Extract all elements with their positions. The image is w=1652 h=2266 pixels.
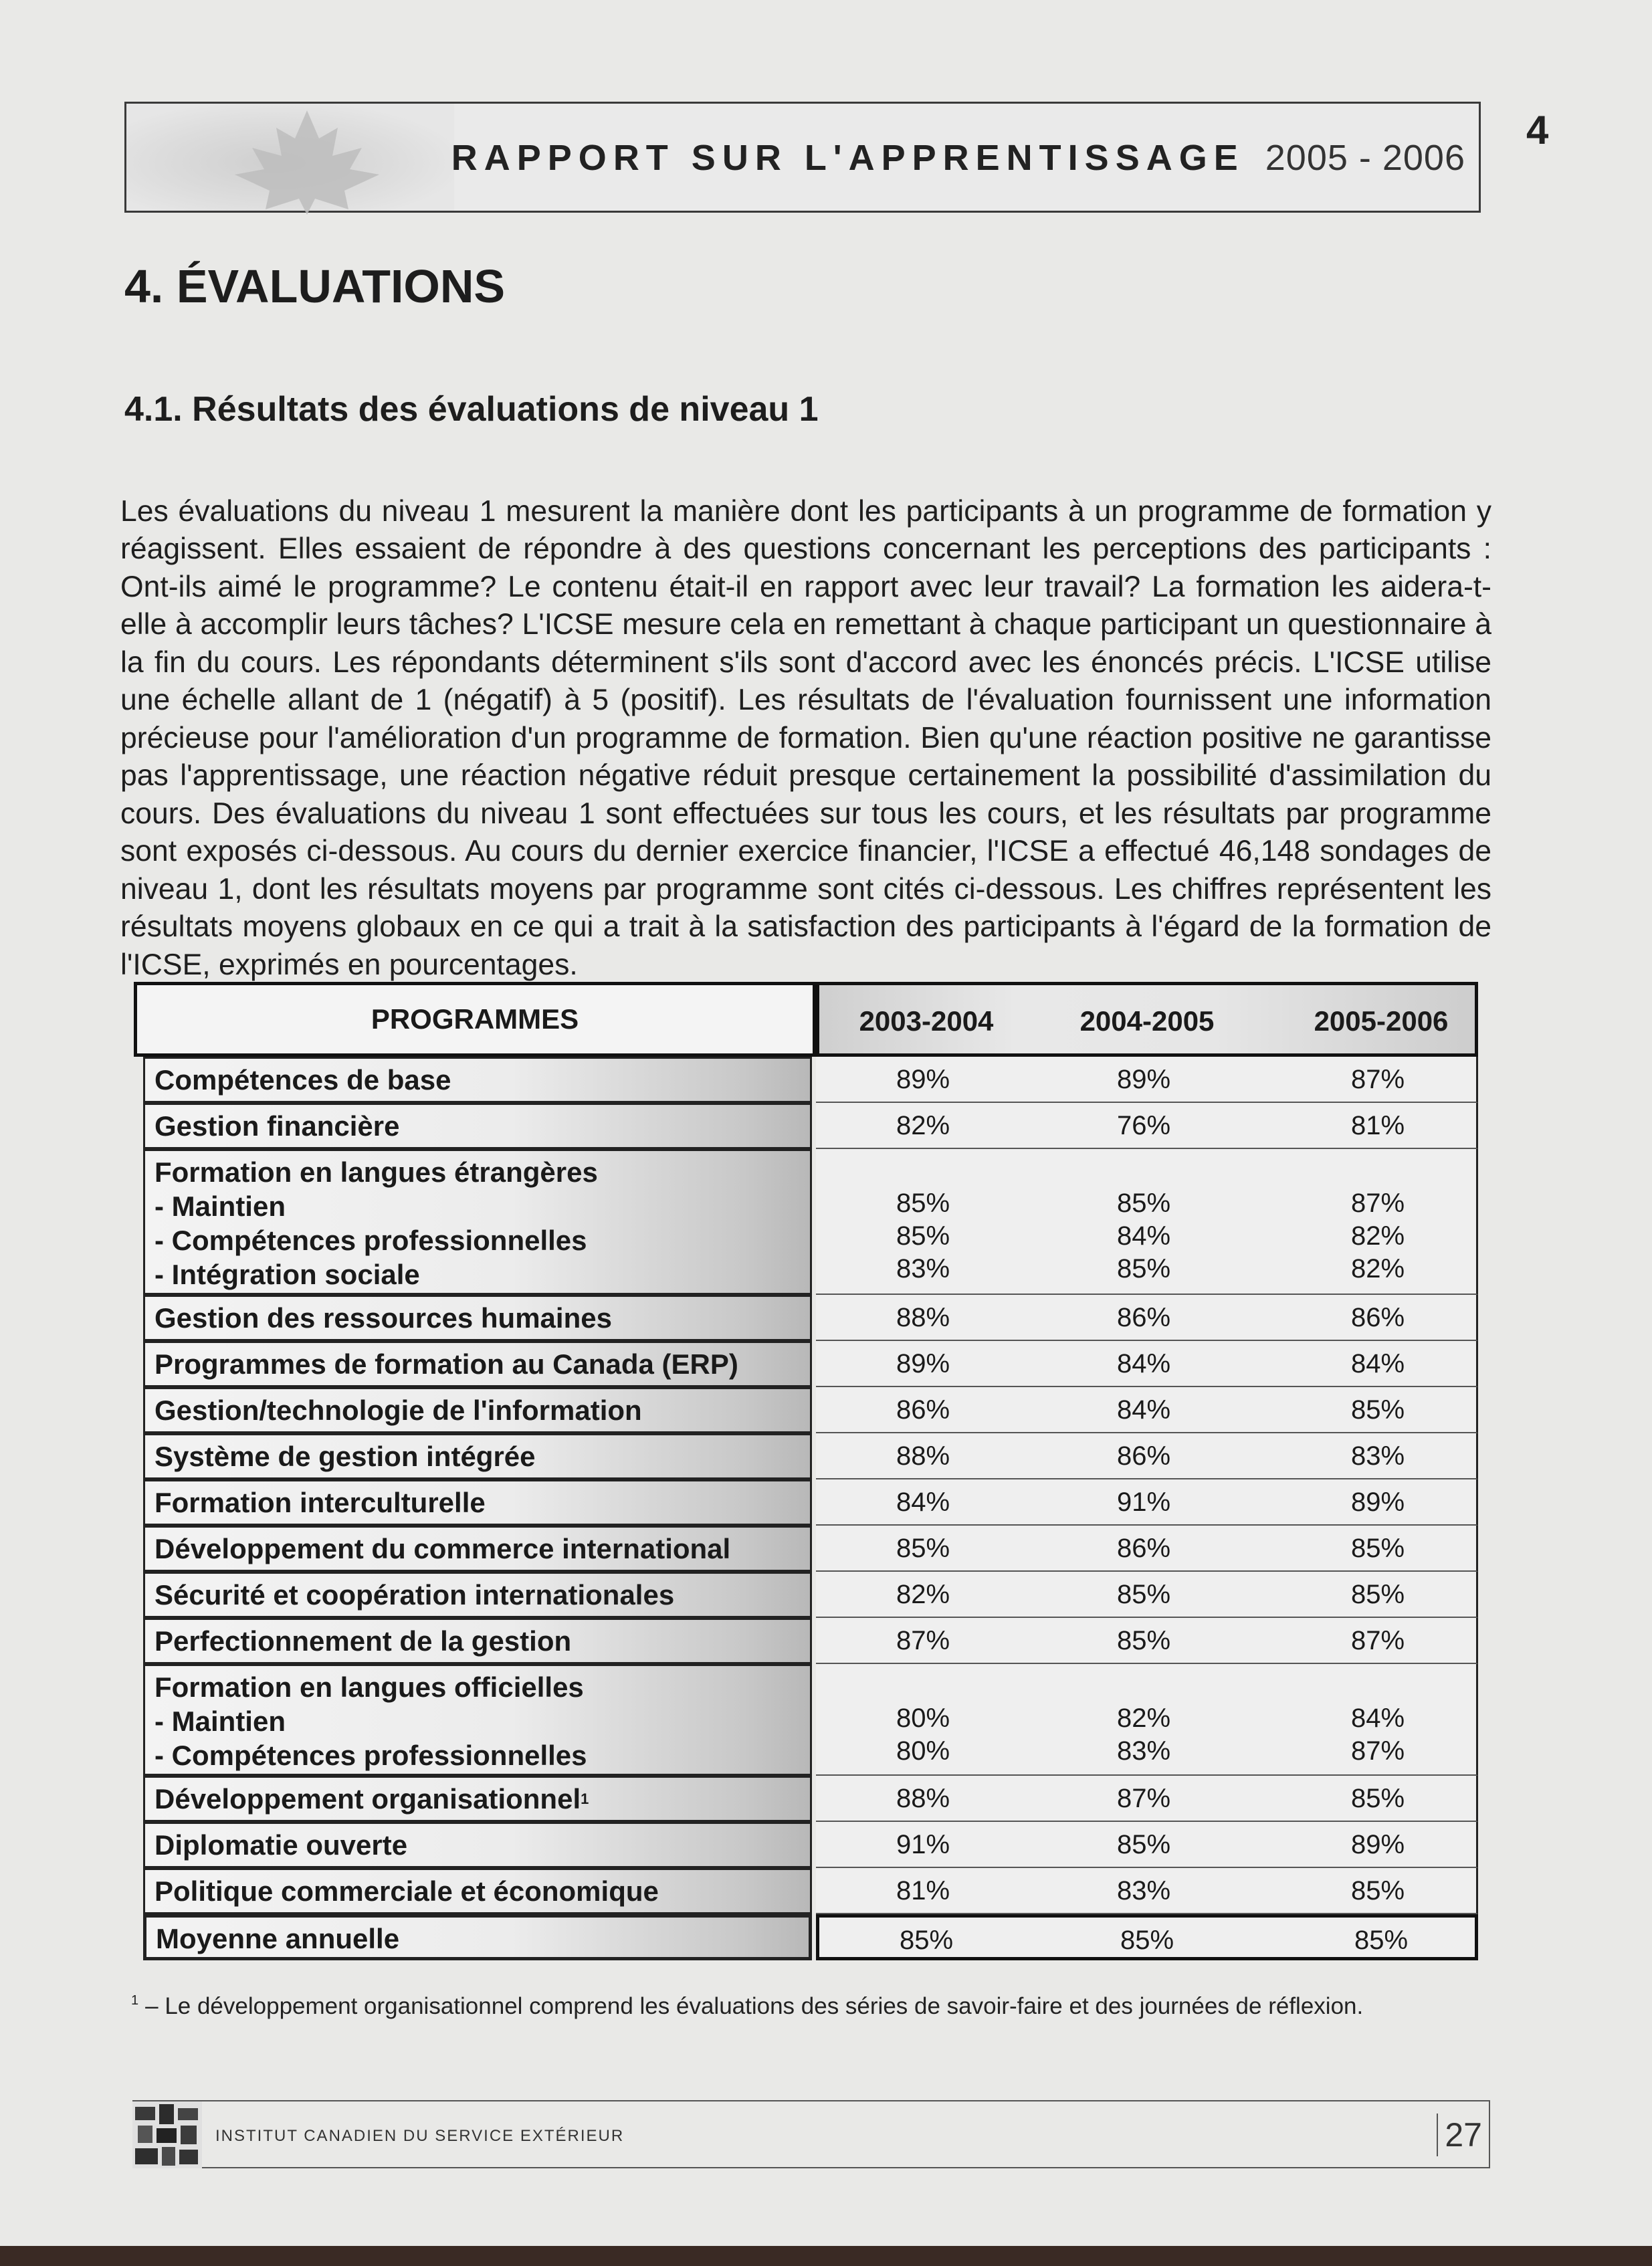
table-row [134,1776,1478,1822]
chapter-number: 4 [1526,108,1549,152]
percentage-value: 87% [896,1626,950,1655]
table-row [134,1295,1478,1341]
value-column-3 [1271,1486,1485,1519]
percentage-value: 83% [896,1254,950,1283]
programme-name: Perfectionnement de la gestion [154,1625,572,1657]
value-column-1 [816,1187,1030,1285]
programme-name: Sécurité et coopération internationales [154,1579,675,1611]
percentage-value: 81% [1350,1111,1405,1140]
percentage-value: 85% [1116,1626,1171,1655]
values-cell [816,1387,1478,1433]
programme-cell [143,1479,812,1526]
value-column-2 [1037,1578,1251,1611]
values-cell [816,1664,1478,1776]
value-column-2 [1037,1348,1251,1380]
value-column-1 [816,1782,1030,1815]
table-row [134,1479,1478,1526]
programme-name: Gestion/technologie de l'information [154,1395,642,1426]
value-column-2 [1037,1302,1251,1334]
percentage-value: 80% [896,1704,950,1733]
programme-subitem: - Intégration sociale [154,1259,420,1290]
programme-cell [143,1868,812,1914]
percentage-value: 87% [1350,1065,1405,1094]
footnote [131,1993,1363,2020]
percentage-value: 85% [1116,1830,1171,1859]
programme-name: Politique commerciale et économique [154,1875,659,1907]
value-column-1 [816,1063,1030,1096]
report-header-banner [124,102,1481,213]
table-header-years [816,982,1478,1057]
percentage-value: 87% [1116,1784,1171,1813]
percentage-value: 88% [896,1441,950,1471]
subsection-title: 4.1. Résultats des évaluations de niveau 1 [124,390,819,429]
programme-subitem: - Maintien [154,1706,286,1737]
percentage-value: 85% [896,1189,950,1218]
percentage-value: 85% [1116,1580,1171,1609]
percentage-value: 85% [1116,1189,1171,1218]
value-column-1 [816,1394,1030,1427]
value-column-3 [1271,1110,1485,1142]
value-column-2 [1037,1394,1251,1427]
programme-cell [143,1149,812,1295]
table-header-programmes: PROGRAMMES [134,982,816,1057]
value-column-3 [1271,1348,1485,1380]
programme-cell [143,1526,812,1572]
values-cell [816,1526,1478,1572]
table-row [134,1341,1478,1387]
table-row [134,1433,1478,1479]
institution-name: INSTITUT CANADIEN DU SERVICE EXTÉRIEUR [215,2127,625,2145]
value-column-1 [816,1110,1030,1142]
percentage-value: 86% [1116,1441,1171,1471]
programme-name: Système de gestion intégrée [154,1441,536,1472]
value-column-2 [1037,1829,1251,1861]
programme-name: Développement organisationnel [154,1783,581,1815]
values-cell [816,1618,1478,1664]
percentage-value: 82% [1350,1254,1405,1283]
programme-cell [143,1295,812,1341]
programme-name: Gestion financière [154,1110,400,1142]
value-column-3 [1271,1063,1485,1096]
values-cell [816,1295,1478,1341]
values-cell [816,1479,1478,1526]
table-row [134,1914,1478,1960]
percentage-value: 82% [896,1580,950,1609]
percentage-value: 87% [1350,1626,1405,1655]
programme-name: Développement du commerce international [154,1533,731,1564]
programme-name: Moyenne annuelle [156,1923,400,1954]
value-column-3 [1271,1578,1485,1611]
maple-leaf-graphic [126,104,454,211]
percentage-value: 86% [1116,1534,1171,1563]
value-column-3 [1271,1440,1485,1473]
icse-logo-icon [132,2101,202,2168]
value-column-2 [1037,1782,1251,1815]
value-column-1 [816,1875,1030,1908]
value-column-1 [816,1302,1030,1334]
table-header-2004-2005: 2004-2005 [1079,1005,1215,1037]
value-column-2 [1037,1875,1251,1908]
percentage-value: 86% [1350,1303,1405,1332]
value-column-2 [1037,1110,1251,1142]
percentage-value: 85% [896,1534,950,1563]
percentage-value: 84% [1350,1704,1405,1733]
values-cell [816,1572,1478,1618]
value-column-3 [1271,1875,1485,1908]
value-column-3 [1274,1924,1488,1957]
programme-cell [143,1057,812,1103]
table-row [134,1149,1478,1295]
percentage-value: 84% [1350,1349,1405,1378]
percentage-value: 82% [1350,1221,1405,1251]
percentage-value: 84% [896,1487,950,1517]
value-column-3 [1271,1394,1485,1427]
values-cell [816,1057,1478,1103]
table-row [134,1526,1478,1572]
percentage-value: 85% [1350,1534,1405,1563]
percentage-value: 85% [1350,1580,1405,1609]
programme-name: Gestion des ressources humaines [154,1302,612,1334]
table-row [134,1664,1478,1776]
report-title-text: RAPPORT SUR L'APPRENTISSAGE [451,138,1245,178]
percentage-value: 83% [1116,1736,1171,1766]
table-header-2005-2006: 2005-2006 [1314,1005,1449,1037]
programme-cell [143,1822,812,1868]
values-cell [816,1149,1478,1295]
percentage-value: 89% [896,1349,950,1378]
values-cell [816,1103,1478,1149]
page-footer [132,2100,1490,2168]
programme-cell [143,1341,812,1387]
value-column-1 [816,1440,1030,1473]
percentage-value: 85% [1350,1784,1405,1813]
value-column-3 [1271,1532,1485,1565]
value-column-1 [816,1625,1030,1657]
programme-cell [143,1387,812,1433]
section-title: 4. ÉVALUATIONS [124,260,506,312]
percentage-value: 84% [1116,1395,1171,1425]
percentage-value: 85% [1350,1876,1405,1905]
percentage-value: 83% [1116,1876,1171,1905]
value-column-2 [1037,1702,1251,1768]
programme-cell [143,1664,812,1776]
table-row [134,1387,1478,1433]
percentage-value: 82% [1116,1704,1171,1733]
values-cell [816,1433,1478,1479]
value-column-3 [1271,1782,1485,1815]
values-cell [816,1868,1478,1914]
institute-logo [132,2101,202,2168]
values-cell [816,1776,1478,1822]
percentage-value: 88% [896,1784,950,1813]
programme-cell [143,1103,812,1149]
value-column-1 [816,1532,1030,1565]
percentage-value: 84% [1116,1349,1171,1378]
values-cell [816,1822,1478,1868]
percentage-value: 86% [896,1395,950,1425]
percentage-value: 86% [1116,1303,1171,1332]
value-column-3 [1271,1829,1485,1861]
maple-leaf-icon [207,108,407,215]
table-row [134,1618,1478,1664]
report-title [451,137,1465,179]
footnote-text: – Le développement organisationnel comprend les évaluations des séries de savoir-faire et des journées de réflexion. [145,1993,1364,2019]
results-table [134,982,1478,1992]
percentage-value: 89% [1350,1487,1405,1517]
percentage-value: 87% [1350,1189,1405,1218]
value-column-2 [1037,1187,1251,1285]
percentage-value: 89% [1116,1065,1171,1094]
percentage-value: 85% [1354,1926,1409,1955]
value-column-2 [1037,1532,1251,1565]
report-years: 2005 - 2006 [1265,138,1465,178]
value-column-3 [1271,1625,1485,1657]
percentage-value: 85% [896,1221,950,1251]
percentage-value: 84% [1116,1221,1171,1251]
percentage-value: 89% [1350,1830,1405,1859]
percentage-value: 81% [896,1876,950,1905]
programme-name: Compétences de base [154,1064,451,1096]
table-row [134,1572,1478,1618]
footnote-mark: 1 [131,1993,139,2008]
table-row [134,1057,1478,1103]
value-column-2 [1037,1063,1251,1096]
percentage-value: 85% [899,1926,954,1955]
programme-subitem: - Compétences professionnelles [154,1225,587,1256]
value-column-3 [1271,1187,1485,1285]
programme-name: Formation en langues étrangères [154,1156,598,1188]
programme-cell [143,1618,812,1664]
value-column-1 [816,1578,1030,1611]
value-column-1 [816,1702,1030,1768]
value-column-1 [816,1829,1030,1861]
percentage-value: 91% [896,1830,950,1859]
programme-name [154,1782,801,1816]
percentage-value: 85% [1120,1926,1174,1955]
percentage-value: 85% [1116,1254,1171,1283]
table-row [134,1103,1478,1149]
table-row [134,1822,1478,1868]
value-column-2 [1037,1440,1251,1473]
programme-subitem: - Compétences professionnelles [154,1740,587,1771]
scan-edge-strip [0,2246,1652,2266]
programme-cell [143,1572,812,1618]
programme-subitem: - Maintien [154,1191,286,1222]
percentage-value: 82% [896,1111,950,1140]
value-column-1 [816,1348,1030,1380]
programme-name: Formation en langues officielles [154,1671,584,1703]
table-header-2003-2004: 2003-2004 [859,1005,994,1037]
value-column-1 [819,1924,1033,1957]
programme-name: Formation interculturelle [154,1487,486,1518]
intro-paragraph: Les évaluations du niveau 1 mesurent la manière dont les participants à un programme de formation y réagissent. Elles essaient de répondre à des questions concernant les perceptions des participants : Ont-ils aimé le programme? Le contenu était-il en rapport avec leur travail? La formation les aidera-t-elle à accomplir leurs tâches? L'ICSE mesure cela en remettant à chaque participant un questionnaire à la fin du cours. Les répondants déterminent s'ils sont d'accord avec les énoncés précis. L'ICSE utilise une échelle allant de 1 (négatif) à 5 (positif). Les résultats de l'évaluation fournissent une information précieuse pour l'amélioration d'un programme de formation. Bien qu'une réaction positive ne garantisse pas l'apprentissage, une réaction négative réduit presque certainement la possibilité d'assimilation du cours. Des évaluations du niveau 1 sont effectuées sur tous les cours, et les résultats par programme sont exposés ci-dessous. Au cours du dernier exercice financier, l'ICSE a effectué 46,148 sondages de niveau 1, dont les résultats moyens par programme sont cités ci-dessous. Les chiffres représentent les résultats moyens globaux en ce qui a trait à la satisfaction des participants à l'égard de la formation de l'ICSE, exprimés en pourcentages. [120,494,1491,981]
percentage-value: 91% [1116,1487,1171,1517]
values-cell [816,1341,1478,1387]
value-column-1 [816,1486,1030,1519]
values-cell [816,1914,1478,1960]
value-column-3 [1271,1702,1485,1768]
page-number: 27 [1437,2114,1482,2156]
percentage-value: 83% [1350,1441,1405,1471]
value-column-2 [1037,1486,1251,1519]
value-column-2 [1040,1924,1254,1957]
percentage-value: 88% [896,1303,950,1332]
percentage-value: 80% [896,1736,950,1766]
programme-name: Diplomatie ouverte [154,1829,408,1861]
value-column-2 [1037,1625,1251,1657]
percentage-value: 76% [1116,1111,1171,1140]
table-row [134,1868,1478,1914]
programme-name: Programmes de formation au Canada (ERP) [154,1348,738,1380]
value-column-3 [1271,1302,1485,1334]
percentage-value: 89% [896,1065,950,1094]
percentage-value: 85% [1350,1395,1405,1425]
programme-cell [143,1433,812,1479]
programme-cell [143,1914,812,1960]
percentage-value: 87% [1350,1736,1405,1766]
programme-cell [143,1776,812,1822]
footnote-reference: 1 [581,1790,589,1807]
